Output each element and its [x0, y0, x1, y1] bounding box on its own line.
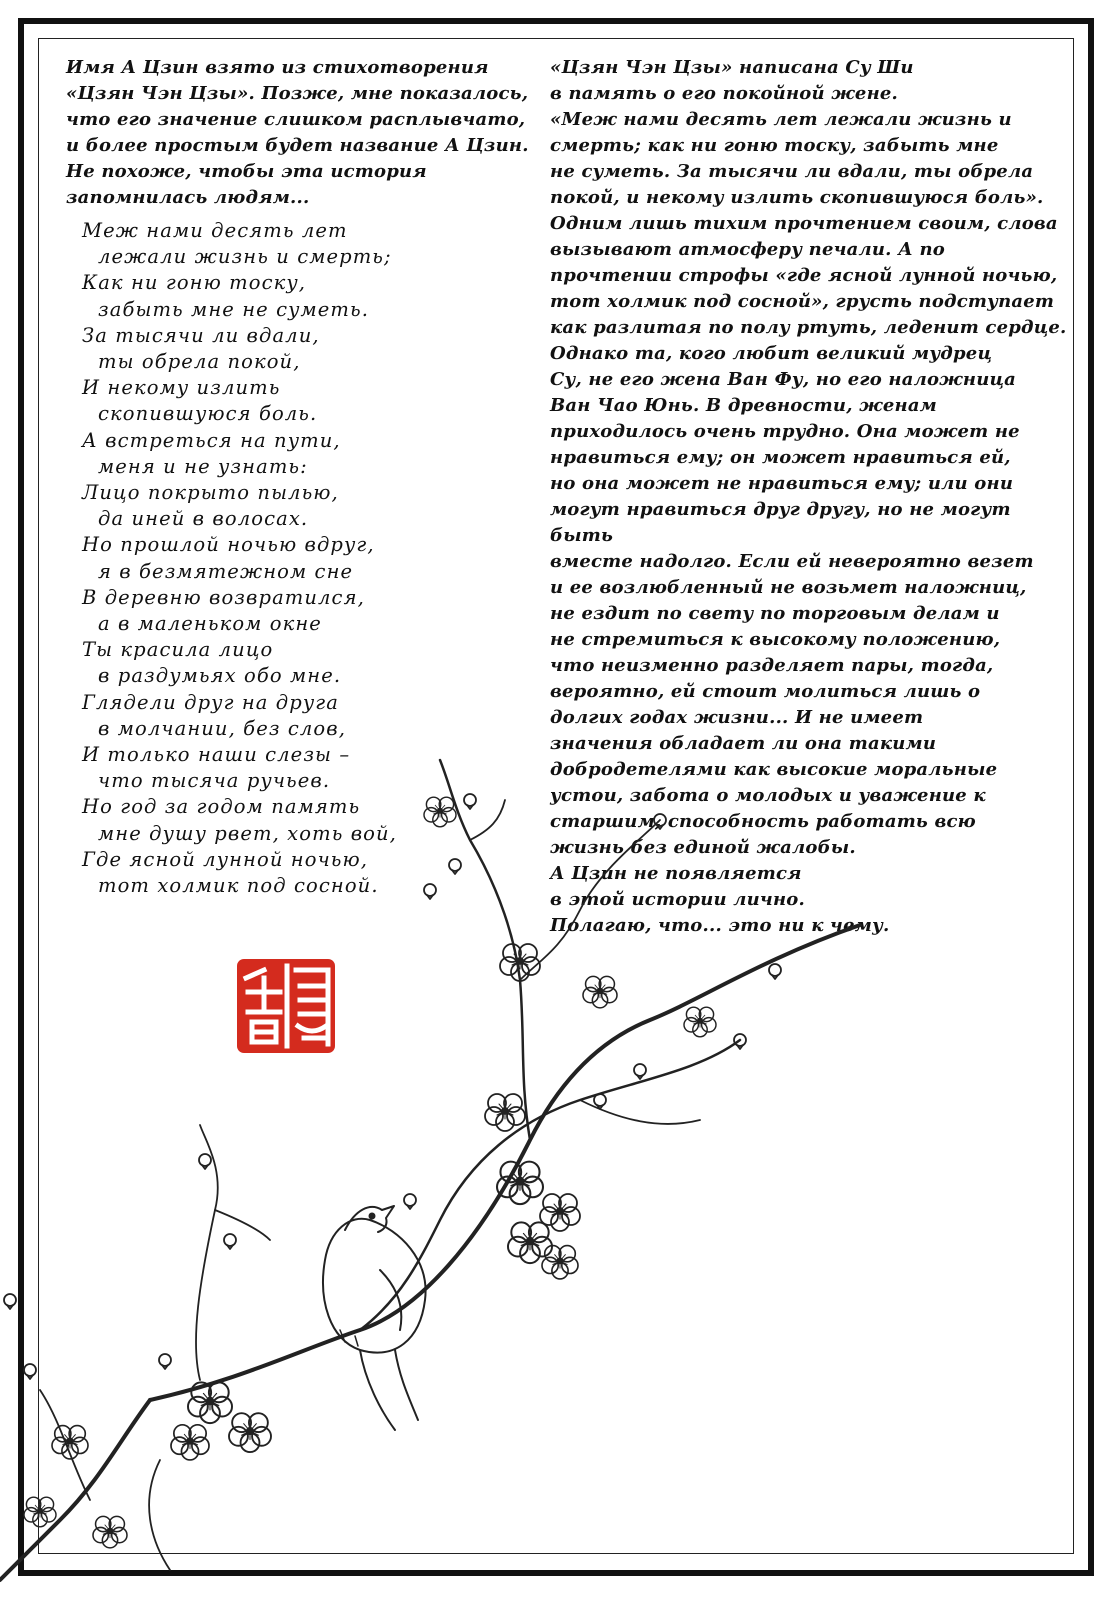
poem-line: скопившуюся боль. [98, 402, 318, 426]
poem-line: А встреться на пути, [82, 428, 341, 452]
poem-line: В деревню возвратился, [82, 585, 365, 609]
poem-line: Как ни гоню тоску, [82, 271, 307, 295]
poem-line: Лицо покрыто пылью, [82, 481, 339, 505]
poem-line: За тысячи ли вдали, [82, 323, 320, 347]
poem-line: в молчании, без слов, [98, 716, 346, 740]
poem-line: Глядели друг на друга [82, 690, 339, 714]
poem-line: Но год за годом память [82, 795, 361, 819]
plum-branch-illustration [0, 740, 1120, 1600]
poem-line: мне душу рвет, хоть вой, [98, 821, 397, 845]
poem-line: а в маленьком окне [98, 612, 322, 636]
poem-line: тот холмик под сосной. [98, 874, 379, 898]
poem-line: ты обрела покой, [98, 350, 301, 374]
poem-line: Но прошлой ночью вдруг, [82, 533, 375, 557]
poem-line: да иней в волосах. [98, 507, 309, 531]
essay-paragraph: «Цзян Чэн Цзы» написана Су Ши в память о его покойной жене. «Меж нами десять лет лежали жизнь и смерть; как ни гоню тоску, забыть мне не суметь. За тысячи ли вдали, ты обрела покой, и некому излить скопившуюся боль». Одним лишь тихим прочтением своим, слова вызывают атмосферу печали. А по прочтении строфы «где ясной лунной ночью, тот холмик под сосной», грусть подступает как разлитая по полу ртуть, леденит сердце. Однако та, кого любит великий мудрец Су, не его жена Ван Фу, но его наложница Ван Чао Юнь. В древности, женам приходилось очень трудно. Она может не нравиться ему; он может нравиться ей, но она может не нравиться ему; или они могут нравиться друг другу, но не могут быть вместе надолго. Если ей невероятно везет и ее возлюбленный не возьмет наложниц, не ездит по свету по торговым делам и не стремиться к высокому положению, что неизменно разделяет пары, тогда, вероятно, ей стоит молиться лишь о долгих годах жизни... И не имеет значения обладает ли она такими добродетелями как высокие моральные устои, забота о молодых и уважение к старшим, способность работать всю жизнь без единой жалобы. А Цзин не появляется в этой истории лично. Полагаю, что... это ни к чему. [550, 57, 1067, 936]
poem-line: И только наши слезы – [82, 743, 351, 767]
poem-line: Ты красила лицо [82, 638, 274, 662]
poem-line: я в безмятежном сне [98, 559, 354, 583]
poem-line: лежали жизнь и смерть; [98, 245, 392, 269]
poem-line: что тысяча ручьев. [98, 769, 331, 793]
poem-line: И некому излить [82, 376, 281, 400]
poem-line: Где ясной лунной ночью, [82, 847, 369, 871]
poem-line: Меж нами десять лет [82, 219, 348, 242]
poem-line: в раздумьях обо мне. [98, 664, 342, 688]
poem-line: меня и не узнать: [98, 454, 308, 478]
poem-line: забыть мне не суметь. [98, 297, 370, 321]
intro-paragraph: Имя А Цзин взято из стихотворения «Цзян Чэн Цзы». Позже, мне показалось, что его значение слишком расплывчато, и более простым будет название А Цзин. Не похоже, чтобы эта история запомнилась людям... [66, 57, 529, 208]
